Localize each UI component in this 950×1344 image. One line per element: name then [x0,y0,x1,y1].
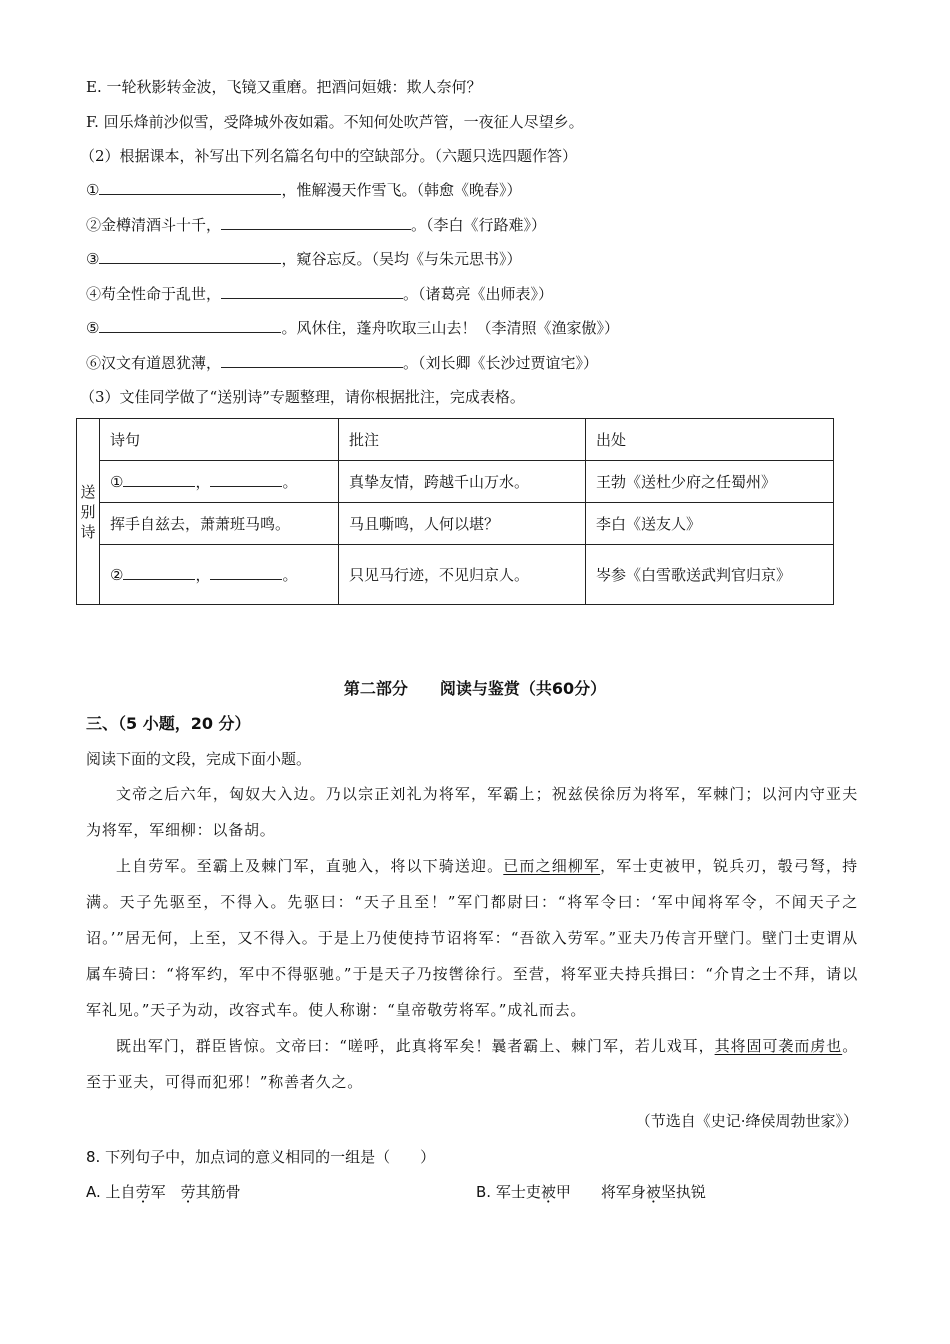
dotted-word: 被 [645,1183,661,1201]
section-three-heading: 三、（5 小题，20 分） [86,714,251,733]
passage-paragraph-2: 上自劳军。至霸上及棘门军，直驰入，将以下骑送迎。已而之细柳军，军士吏被甲，锐兵刃，彀弓弩，持满。天子先驱至，不得入。先驱曰：“天子且至！”军门都尉曰：“将军令曰：‘军中闻将军令，不闻天子之诏。’”居无何，上至，又不得入。于是上乃使使持节诏将军：“吾欲入劳军。”亚夫乃传言开壁门。壁门士吏谓从属车骑曰：“将军约，军中不得驱驰。”于是天子乃按辔徐行。至营，将军亚夫持兵揖曰：“介胄之士不拜，请以军礼见。”天子为动，改容式车。使人称谢：“皇帝敬劳将军。”成礼而去。 [86,857,858,1019]
answer-blank[interactable] [99,317,281,333]
item-number: ④ [86,285,102,303]
passage-source: （节选自《史记·绛侯周勃世家》） [635,1112,858,1130]
item-text: 金樽清酒斗十千， [101,216,222,234]
source-cell: 岑参《白雪歌送武判官归京》 [586,545,834,605]
underlined-sentence: 其将固可袭而虏也 [714,1037,843,1055]
answer-blank[interactable] [221,283,403,299]
verse-cell: 挥手自兹去，萧萧班马鸣。 [100,503,339,545]
passage-paragraph-1: 文帝之后六年，匈奴大入边。乃以宗正刘礼为将军，军霸上；祝兹侯徐厉为将军，军棘门；以河内守亚夫为将军，军细柳：以备胡。 [86,785,858,839]
answer-blank[interactable] [210,564,282,580]
answer-blank[interactable] [99,179,281,195]
table-row [77,545,834,605]
dotted-word: 劳 [180,1183,196,1201]
item-text: 苟全性命于乱世， [101,285,222,303]
header-verse: 诗句 [100,419,339,461]
passage-paragraph-3: 既出军门，群臣皆惊。文帝曰：“嗟呼，此真将军矣！曩者霸上、棘门军，若儿戏耳，其将固可袭而虏也。至于亚夫，可得而犯邪！”称善者久之。 [86,1037,858,1091]
table-header-row [77,419,834,461]
item-number: ① [86,181,100,199]
question-8-stem: 8. 下列句子中，加点词的意义相同的一组是（ ） [86,1148,436,1166]
reading-instruction: 阅读下面的文段，完成下面小题。 [86,750,312,768]
header-note: 批注 [339,419,586,461]
item-text: 汉文有道恩犹薄， [101,354,222,372]
table-row [77,461,834,503]
answer-blank[interactable] [123,564,195,580]
answer-blank[interactable] [221,214,411,230]
item-number: ③ [86,250,100,268]
option-f: F. 回乐烽前沙似雪，受降城外夜如霜。不知何处吹芦管，一夜征人尽望乡。 [86,113,584,131]
underlined-sentence: 已而之细柳军 [503,857,601,875]
option-e: E. 一轮秋影转金波，飞镜又重磨。把酒问姮娥：欺人奈何？ [86,78,482,96]
option-b[interactable]: B. 军士吏被甲 将军身被坚执锐 [476,1183,706,1201]
q3-instruction: （3）文佳同学做了“送别诗”专题整理，请你根据批注，完成表格。 [80,388,525,406]
note-cell: 马且嘶鸣，人何以堪？ [339,503,586,545]
part-two-title: 第二部分 阅读与鉴赏（共60分） [343,679,607,698]
item-number: ⑥ [86,354,102,372]
source-cell: 王勃《送杜少府之任蜀州》 [586,461,834,503]
dotted-word: 被 [540,1183,556,1201]
fill-item-4 [86,283,553,305]
header-source: 出处 [586,419,834,461]
answer-blank[interactable] [210,471,282,487]
fill-item-3 [86,248,521,270]
table-row [77,503,834,545]
verse-cell: ① ， 。 [100,461,339,503]
fill-item-6 [86,352,598,374]
table-side-label: 送别诗 [77,419,100,605]
fill-item-1 [86,179,521,201]
item-text: 。（刘长卿《长沙过贾谊宅》） [403,354,599,372]
item-number: ② [86,216,102,234]
answer-blank[interactable] [123,471,195,487]
item-text: 。风休住，蓬舟吹取三山去！（李清照《渔家傲》） [281,319,619,337]
item-number: ⑤ [86,319,100,337]
note-cell: 只见马行迹，不见归京人。 [339,545,586,605]
item-text: 。（诸葛亮《出师表》） [403,285,554,303]
source-cell: 李白《送友人》 [586,503,834,545]
fill-item-5 [86,317,619,339]
item-text: ，惟解漫天作雪飞。（韩愈《晚春》） [281,181,522,199]
verse-cell: ② ， 。 [100,545,339,605]
answer-blank[interactable] [99,248,281,264]
q2-instruction: （2）根据课本，补写出下列名篇名句中的空缺部分。（六题只选四题作答） [80,147,578,165]
farewell-poem-table [76,418,834,605]
fill-item-2 [86,214,546,236]
item-text: 。（李白《行路难》） [411,216,547,234]
item-text: ，窥谷忘反。（吴均《与朱元思书》） [281,250,522,268]
note-cell: 真挚友情，跨越千山万水。 [339,461,586,503]
answer-blank[interactable] [221,352,403,368]
dotted-word: 劳 [135,1183,151,1201]
option-a[interactable]: A. 上自劳军 劳其筋骨 [86,1183,241,1201]
